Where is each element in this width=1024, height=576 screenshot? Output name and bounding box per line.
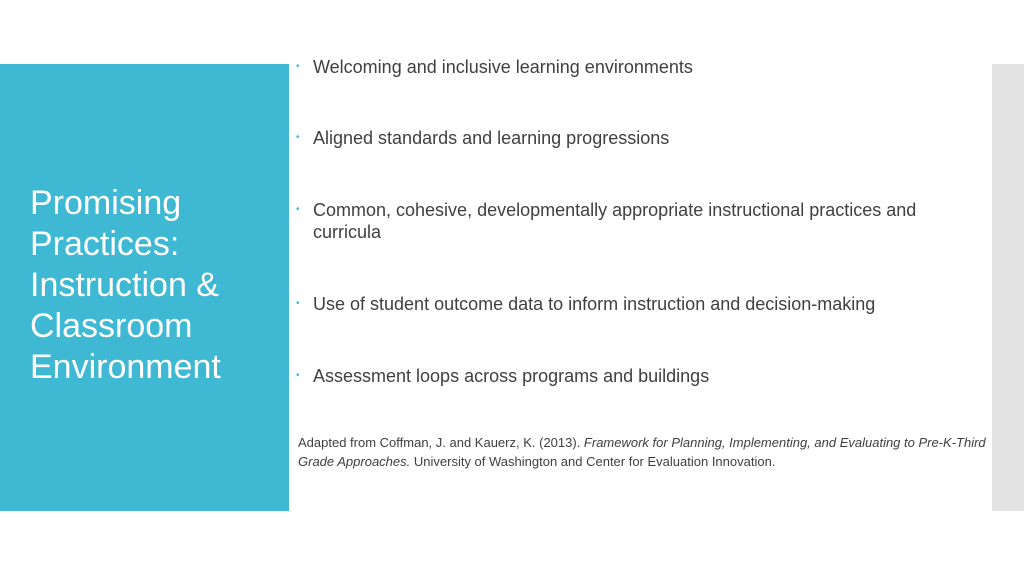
bullet-item bbox=[296, 127, 986, 149]
bullet-item bbox=[296, 293, 986, 315]
citation-title: Framework for Planning, Implementing, and Evaluating to Pre-K-Third Grade Approaches. bbox=[298, 435, 986, 469]
bullet-text: Aligned standards and learning progressions bbox=[313, 128, 670, 148]
bullet-item bbox=[296, 56, 986, 78]
bullet-icon: • bbox=[296, 298, 300, 309]
slide-title: Promising Practices: Instruction & Classroom Environment bbox=[30, 184, 221, 386]
bullet-icon: • bbox=[296, 132, 300, 143]
citation-prefix: Adapted from Coffman, J. and Kauerz, K. (2013). bbox=[298, 435, 584, 450]
bullet-item bbox=[296, 199, 986, 243]
bullet-icon: • bbox=[296, 61, 300, 72]
bullet-item bbox=[296, 365, 986, 387]
bullet-icon: • bbox=[296, 370, 300, 381]
bullet-text: Common, cohesive, developmentally appropriate instructional practices and curricula bbox=[313, 200, 917, 242]
citation-suffix: University of Washington and Center for Evaluation Innovation. bbox=[410, 454, 776, 469]
bullet-text: Assessment loops across programs and buildings bbox=[313, 366, 710, 386]
bullet-icon: • bbox=[296, 204, 300, 215]
bullet-text: Use of student outcome data to inform instruction and decision-making bbox=[313, 294, 876, 314]
right-decorative-bar bbox=[992, 64, 1024, 511]
source-citation bbox=[298, 433, 990, 471]
bullet-text: Welcoming and inclusive learning environments bbox=[313, 57, 693, 77]
